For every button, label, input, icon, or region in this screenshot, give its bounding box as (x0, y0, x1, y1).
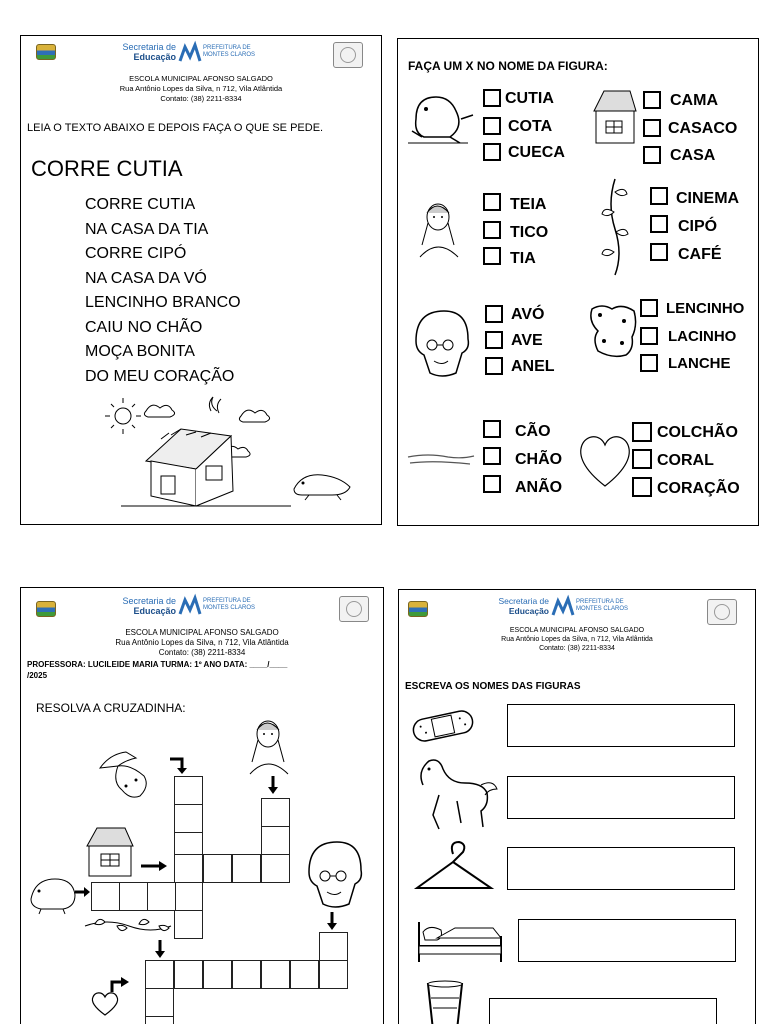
montes-claros-logo-icon (552, 597, 574, 617)
chao-ground-icon (406, 449, 476, 469)
crossword-cell[interactable] (119, 882, 148, 911)
checkbox-coracao[interactable] (632, 477, 652, 497)
option-label: CUTIA (505, 90, 554, 107)
school-name: ESCOLA MUNICIPAL AFONSO SALGADO (129, 74, 273, 83)
worksheet-page-4 (398, 589, 756, 1024)
crossword-cell[interactable] (145, 1016, 174, 1024)
crossword-cell[interactable] (174, 882, 203, 911)
crossword-cell[interactable] (174, 910, 203, 939)
house-icon (590, 87, 638, 147)
checkbox-casaco[interactable] (643, 119, 661, 137)
school-crest-icon (36, 44, 56, 60)
option-label: CASACO (668, 120, 738, 137)
tia-icon (414, 199, 464, 259)
crossword-cell[interactable] (203, 854, 232, 883)
option-label: COLCHÃO (657, 424, 738, 441)
option-label: TIA (510, 250, 536, 267)
school-address: Rua Antônio Lopes da Silva, n 712, Vila Atlântida (501, 636, 653, 643)
heart-icon (91, 991, 119, 1017)
checkbox-anao[interactable] (483, 475, 501, 493)
crossword-cell[interactable] (232, 854, 261, 883)
poem-line: CORRE CUTIA (85, 196, 196, 213)
montes-claros-logo-icon (179, 43, 201, 63)
option-label: CASA (670, 147, 716, 164)
bed-icon (415, 912, 505, 968)
crossword-cell[interactable] (145, 960, 174, 989)
crossword-cell[interactable] (91, 882, 120, 911)
arrow-right-icon (75, 886, 91, 898)
option-label: TEIA (510, 196, 547, 213)
secretaria-brand: Secretaria de Educação (122, 42, 176, 62)
mark-x-instruction: FAÇA UM X NO NOME DA FIGURA: (408, 59, 608, 73)
secretaria-brand: Secretaria de Educação (498, 596, 549, 616)
crossword-cell[interactable] (174, 804, 203, 833)
arrow-down-icon (326, 912, 338, 932)
arrow-right-bent-icon (109, 976, 131, 992)
checkbox-tia[interactable] (483, 247, 501, 265)
crossword-cell[interactable] (261, 798, 290, 827)
glass-icon (425, 980, 465, 1024)
checkbox-tico[interactable] (483, 221, 501, 239)
answer-box-hanger[interactable] (507, 847, 735, 890)
checkbox-teia[interactable] (483, 193, 501, 211)
arrow-right-icon (141, 860, 169, 872)
poem-line: CORRE CIPÓ (85, 245, 187, 262)
school-seal-icon (707, 599, 737, 625)
school-name: ESCOLA MUNICIPAL AFONSO SALGADO (509, 627, 645, 634)
checkbox-lencinho[interactable] (640, 299, 658, 317)
arrow-down-icon (168, 756, 188, 776)
poem-line: CAIU NO CHÃO (85, 318, 203, 336)
poem-line: NA CASA DA TIA (85, 220, 209, 238)
crossword-cell[interactable] (174, 854, 203, 883)
house-icon (83, 824, 137, 878)
crossword-cell[interactable] (261, 826, 290, 855)
school-seal-icon (333, 42, 363, 68)
option-label: LENCINHO (666, 300, 745, 317)
school-crest-icon (408, 601, 428, 617)
school-name: ESCOLA MUNICIPAL AFONSO SALGADO (125, 628, 279, 637)
lencinho-hand-icon (96, 748, 156, 803)
montes-claros-logo-icon (179, 596, 201, 616)
checkbox-chao[interactable] (483, 447, 501, 465)
crossword-cell[interactable] (203, 960, 232, 989)
option-label: CAMA (670, 92, 718, 109)
poem-title: CORRE CUTIA (31, 156, 183, 181)
poem-body (85, 193, 241, 389)
crossword-cell[interactable] (174, 776, 203, 805)
checkbox-cipo[interactable] (650, 215, 668, 233)
poem-line: LENCINHO BRANCO (85, 294, 241, 311)
house-scene-illustration (101, 391, 301, 511)
school-header (21, 74, 381, 104)
school-contact: Contato: (38) 2211-8334 (160, 94, 242, 103)
school-contact: Contato: (38) 2211-8334 (539, 645, 615, 652)
school-seal-icon (339, 596, 369, 622)
option-label: LACINHO (668, 328, 737, 345)
poem-line: NA CASA DA VÓ (85, 269, 207, 287)
checkbox-cao[interactable] (483, 420, 501, 438)
cipo-vine-icon (83, 916, 173, 936)
option-label: CORAÇÃO (657, 480, 740, 497)
prefeitura-label: PREFEITURA DE MONTES CLAROS (203, 45, 256, 58)
reading-instruction: LEIA O TEXTO ABAIXO E DEPOIS FAÇA O QUE SE PEDE. (27, 122, 324, 134)
option-label: LANCHE (668, 355, 731, 372)
option-label: AVE (511, 332, 543, 349)
lencinho-icon (588, 301, 638, 357)
checkbox-colchao[interactable] (632, 422, 652, 442)
cutia-icon (406, 89, 476, 149)
curativo-icon (409, 705, 477, 747)
option-label: COTA (508, 118, 553, 135)
checkbox-coral[interactable] (632, 449, 652, 469)
school-address: Rua Antônio Lopes da Silva, n 712, Vila Atlântida (115, 638, 289, 647)
checkbox-cama[interactable] (643, 91, 661, 109)
poem-line: DO MEU CORAÇÃO (85, 367, 235, 385)
checkbox-ave[interactable] (485, 331, 503, 349)
heart-icon (578, 431, 632, 489)
answer-box-horse[interactable] (507, 776, 735, 819)
crossword-cell[interactable] (174, 960, 203, 989)
secretaria-brand: Secretaria de Educação (122, 596, 176, 616)
checkbox-anel[interactable] (485, 357, 503, 375)
option-label: CUECA (508, 144, 565, 161)
option-label: CINEMA (676, 190, 740, 207)
option-label: AVÓ (511, 306, 545, 323)
answer-box-bed[interactable] (518, 919, 736, 962)
option-label: CORAL (657, 452, 714, 469)
avo-icon (406, 307, 472, 377)
answer-box-curativo[interactable] (507, 704, 735, 747)
hanger-icon (413, 840, 495, 898)
avo-icon (299, 838, 365, 908)
worksheet-page-3 (20, 587, 384, 1024)
option-label: ANÃO (515, 479, 563, 496)
cutia-small-icon (289, 461, 359, 501)
option-label: ANEL (511, 358, 555, 375)
crossword-cell[interactable] (319, 932, 348, 961)
arrow-down-icon (267, 776, 279, 796)
prefeitura-label: PREFEITURA DE MONTES CLAROS (576, 599, 629, 612)
crossword-cell[interactable] (232, 960, 261, 989)
crossword-cell[interactable] (145, 988, 174, 1017)
checkbox-cueca[interactable] (483, 143, 501, 161)
cipo-vine-icon (600, 177, 630, 277)
school-header (21, 628, 383, 658)
school-header (399, 626, 755, 653)
option-label: TICO (510, 224, 549, 241)
option-label: CÃO (515, 423, 551, 440)
crossword-cell[interactable] (147, 882, 176, 911)
option-label: CIPÓ (678, 218, 718, 235)
checkbox-cota[interactable] (483, 117, 501, 135)
horse-icon (409, 755, 499, 835)
worksheet-page-2 (397, 38, 759, 526)
crossword-cell[interactable] (319, 960, 348, 989)
cutia-icon (27, 873, 77, 915)
write-names-instruction: ESCREVA OS NOMES DAS FIGURAS (405, 681, 581, 692)
checkbox-lanche[interactable] (640, 354, 658, 372)
crossword-instruction: RESOLVA A CRUZADINHA: (36, 701, 186, 715)
option-label: CAFÉ (678, 246, 722, 263)
checkbox-cafe[interactable] (650, 243, 668, 261)
arrow-down-icon (154, 940, 166, 960)
teacher-line: PROFESSORA: LUCILEIDE MARIA TURMA: 1º ANO DATA: ____/____ (27, 660, 288, 669)
option-label: CHÃO (515, 451, 563, 468)
checkbox-lacinho[interactable] (640, 327, 658, 345)
crossword-cell[interactable] (290, 960, 319, 989)
crossword-cell[interactable] (261, 960, 290, 989)
prefeitura-label: PREFEITURA DE MONTES CLAROS (203, 598, 256, 611)
crossword-cell[interactable] (261, 854, 290, 883)
checkbox-avo[interactable] (485, 305, 503, 323)
answer-box-glass[interactable] (489, 998, 717, 1024)
poem-line: MOÇA BONITA (85, 343, 195, 360)
checkbox-cutia[interactable] (483, 89, 501, 107)
checkbox-cinema[interactable] (650, 187, 668, 205)
worksheet-page-1 (20, 35, 382, 525)
tia-icon (246, 716, 292, 776)
school-contact: Contato: (38) 2211-8334 (158, 648, 246, 657)
year-line: /2025 (27, 671, 48, 680)
checkbox-casa[interactable] (643, 146, 661, 164)
school-address: Rua Antônio Lopes da Silva, n 712, Vila Atlântida (119, 84, 283, 93)
school-crest-icon (36, 601, 56, 617)
